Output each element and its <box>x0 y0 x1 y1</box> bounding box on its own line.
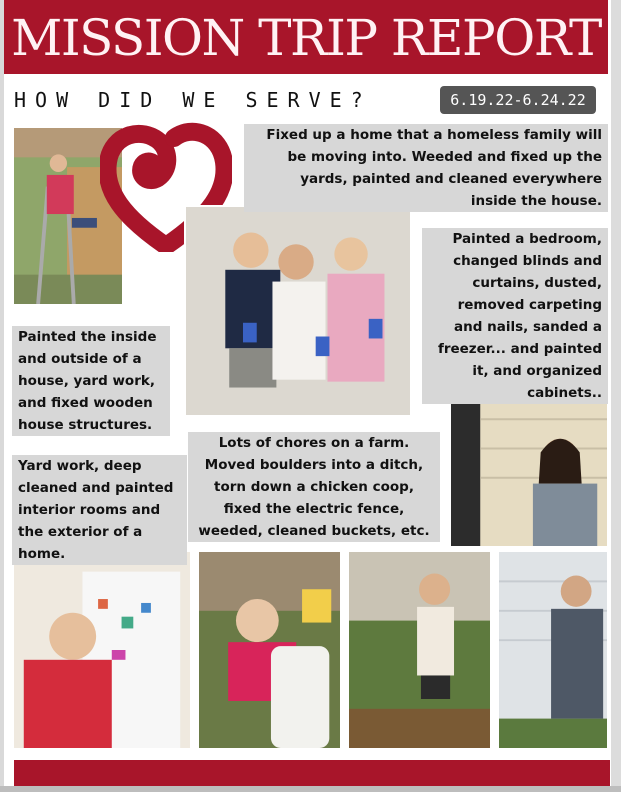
page-edge-right <box>611 0 621 792</box>
photo-girl-painting-siding <box>449 388 609 548</box>
photo-boy-hose <box>497 550 609 750</box>
photo-girl-fridge <box>12 550 192 750</box>
footer-band <box>14 760 610 786</box>
page-edge-left <box>0 0 4 792</box>
page-title: MISSION TRIP REPORT <box>11 9 601 67</box>
section-subtitle: HOW DID WE SERVE? <box>14 88 372 112</box>
caption-yard-work: Yard work, deep cleaned and painted interior rooms and the exterior of a home. <box>12 455 187 565</box>
caption-farm: Lots of chores on a farm. Moved boulders into a ditch, torn down a chicken coop, fixed the electric fence, weeded, cleaned buckets, etc. <box>188 432 440 542</box>
header-band <box>4 0 608 74</box>
caption-bedroom: Painted a bedroom, changed blinds and curtains, dusted, removed carpeting and nails, sanded a freezer... and painted it, and organized cabinets.. <box>422 228 608 404</box>
photo-three-girls-painting <box>184 205 412 417</box>
page-edge-bottom <box>0 786 621 792</box>
photo-girl-raking <box>347 550 492 750</box>
caption-home-fixup: Fixed up a home that a homeless family will be moving into. Weeded and fixed up the yards, painted and cleaned everywhere inside the house. <box>244 124 608 212</box>
caption-inside-outside: Painted the inside and outside of a house, yard work, and fixed wooden house structures. <box>12 326 170 436</box>
date-range-badge: 6.19.22-6.24.22 <box>440 86 596 114</box>
photo-girl-bucket <box>197 550 342 750</box>
